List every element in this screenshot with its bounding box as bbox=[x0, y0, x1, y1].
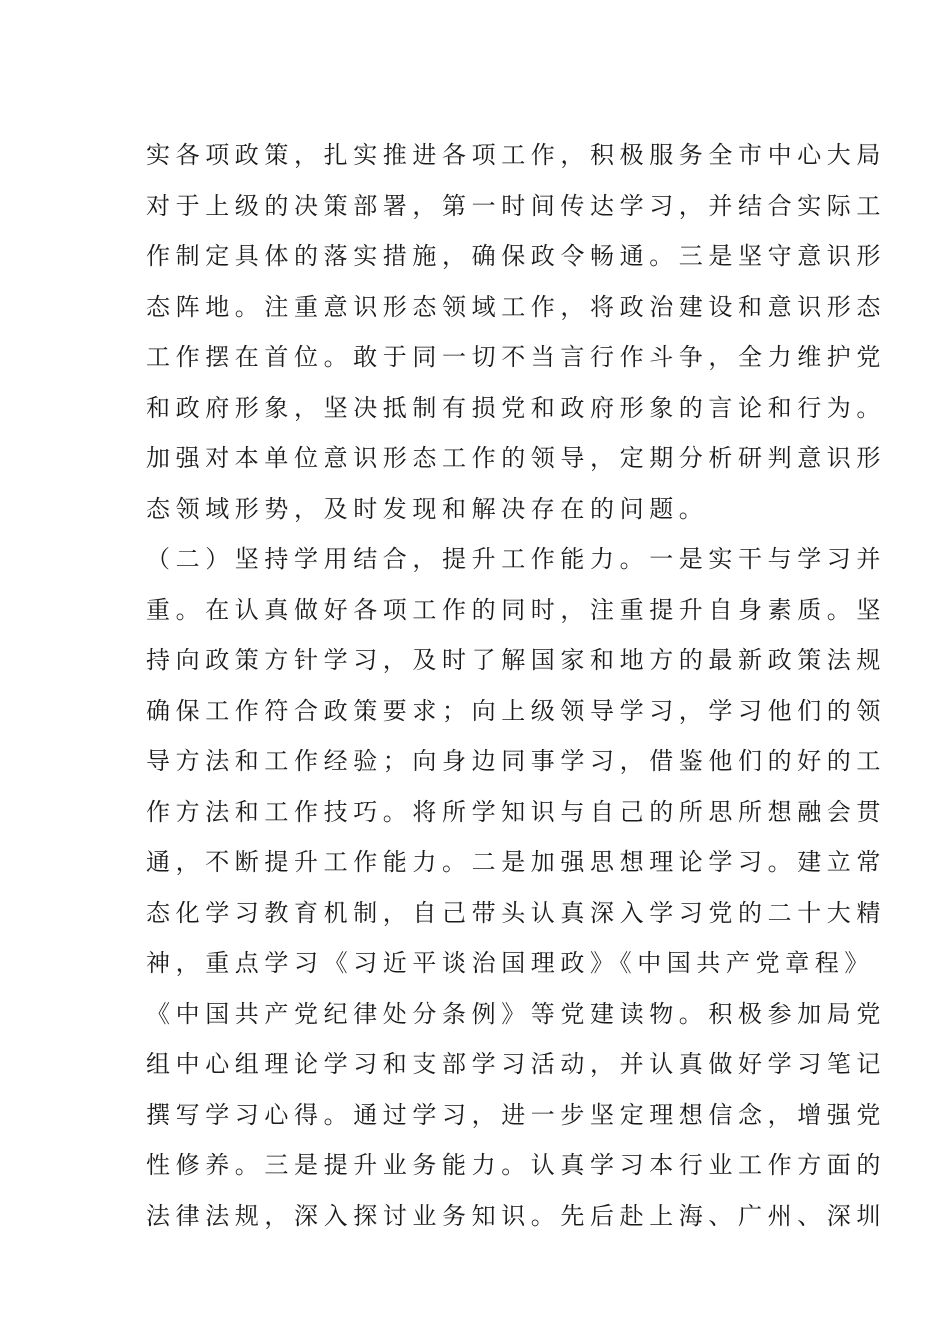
text-line: 态阵地。注重意识形态领域工作，将政治建设和意识形态 bbox=[146, 292, 886, 321]
text-line: 通，不断提升工作能力。二是加强思想理论学习。建立常 bbox=[146, 848, 886, 876]
text-line: 实各项政策，扎实推进各项工作，积极服务全市中心大局 bbox=[146, 141, 886, 169]
text-line: 性修养。三是提升业务能力。认真学习本行业工作方面的 bbox=[146, 1151, 886, 1179]
text-line: 对于上级的决策部署，第一时间传达学习，并结合实际工 bbox=[146, 191, 886, 220]
text-line: 和政府形象，坚决抵制有损党和政府形象的言论和行为。 bbox=[146, 393, 886, 422]
text-line: 作制定具体的落实措施，确保政令畅通。三是坚守意识形 bbox=[146, 242, 886, 270]
text-line: 态领域形势，及时发现和解决存在的问题。 bbox=[146, 494, 709, 523]
text-line: 《中国共产党纪律处分条例》等党建读物。积极参加局党 bbox=[146, 999, 886, 1028]
text-line: 态化学习教育机制，自己带头认真深入学习党的二十大精 bbox=[146, 898, 886, 927]
text-line: 确保工作符合政策要求；向上级领导学习，学习他们的领 bbox=[146, 696, 886, 725]
text-line: 法律法规，深入探讨业务知识。先后赴上海、广州、深圳 bbox=[146, 1201, 886, 1230]
text-line: 导方法和工作经验；向身边同事学习，借鉴他们的好的工 bbox=[146, 747, 886, 775]
text-line: 重。在认真做好各项工作的同时，注重提升自身素质。坚 bbox=[146, 595, 886, 624]
document-body bbox=[146, 130, 886, 1241]
text-line: 组中心组理论学习和支部学习活动，并认真做好学习笔记 bbox=[146, 1050, 886, 1078]
text-line: 工作摆在首位。敢于同一切不当言行作斗争，全力维护党 bbox=[146, 343, 886, 371]
text-line: 神，重点学习《习近平谈治国理政》《中国共产党章程》 bbox=[146, 949, 874, 977]
text-line: 持向政策方针学习，及时了解国家和地方的最新政策法规 bbox=[146, 646, 886, 674]
text-line: 作方法和工作技巧。将所学知识与自己的所思所想融会贯 bbox=[146, 797, 886, 826]
text-line: 加强对本单位意识形态工作的领导，定期分析研判意识形 bbox=[146, 444, 886, 472]
section-heading-line: （二）坚持学用结合，提升工作能力。一是实干与学习并 bbox=[146, 545, 886, 573]
text-line: 撰写学习心得。通过学习，进一步坚定理想信念，增强党 bbox=[146, 1100, 886, 1129]
